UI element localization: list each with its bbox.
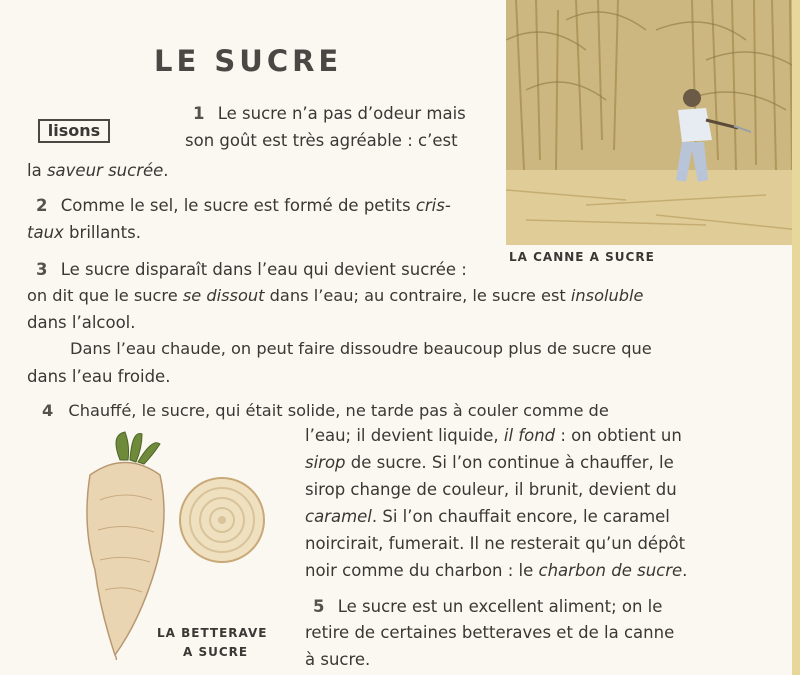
sugar-cane-illustration (506, 0, 800, 245)
cane-caption: LA CANNE A SUCRE (509, 250, 655, 264)
page-title: LE SUCRE (154, 44, 343, 78)
paragraph-3-line-5: dans l’eau froide. (27, 367, 171, 386)
paragraph-3-line-2: on dit que le sucre se dissout dans l’eau; au contraire, le sucre est insoluble (27, 286, 644, 305)
paragraph-1-line-2: son goût est très agréable : c’est (185, 131, 458, 150)
paragraph-1-line-3: la saveur sucrée. (27, 161, 169, 180)
paragraph-number: 3 (36, 260, 48, 279)
paragraph-4-line-3: sirop de sucre. Si l’on continue à chauffer, le (305, 453, 674, 472)
paragraph-3-line-4: Dans l’eau chaude, on peut faire dissoudre beaucoup plus de sucre que (70, 339, 652, 358)
paragraph-5-line-2: retire de certaines betteraves et de la canne (305, 623, 675, 642)
paragraph-2-line-1: 2 Comme le sel, le sucre est formé de petits cris- (36, 196, 451, 215)
paragraph-number: 5 (313, 597, 325, 616)
paragraph-4-line-5: caramel. Si l’on chauffait encore, le caramel (305, 507, 670, 526)
page-edge (792, 0, 800, 675)
paragraph-5-line-3: à sucre. (305, 650, 371, 669)
paragraph-4-line-1: 4 Chauffé, le sucre, qui était solide, ne tarde pas à couler comme de (42, 401, 609, 420)
paragraph-3-line-3: dans l’alcool. (27, 313, 136, 332)
paragraph-2-line-2: taux brillants. (27, 223, 141, 242)
beet-caption-line-1: LA BETTERAVE (157, 626, 268, 640)
paragraph-number: 4 (42, 401, 54, 420)
paragraph-4-line-6: noircirait, fumerait. Il ne resterait qu’un dépôt (305, 534, 686, 553)
paragraph-4-line-7: noir comme du charbon : le charbon de sucre. (305, 561, 688, 580)
paragraph-number: 1 (193, 104, 205, 123)
section-label: lisons (38, 119, 110, 143)
paragraph-3-line-1: 3 Le sucre disparaît dans l’eau qui devient sucrée : (36, 260, 467, 279)
beet-caption-line-2: A SUCRE (183, 645, 249, 659)
paragraph-5-line-1: 5 Le sucre est un excellent aliment; on le (313, 597, 663, 616)
paragraph-4-line-2: l’eau; il devient liquide, il fond : on obtient un (305, 426, 682, 445)
paragraph-number: 2 (36, 196, 48, 215)
paragraph-4-line-4: sirop change de couleur, il brunit, devient du (305, 480, 677, 499)
paragraph-1-line-1: 1 Le sucre n’a pas d’odeur mais (193, 104, 466, 123)
